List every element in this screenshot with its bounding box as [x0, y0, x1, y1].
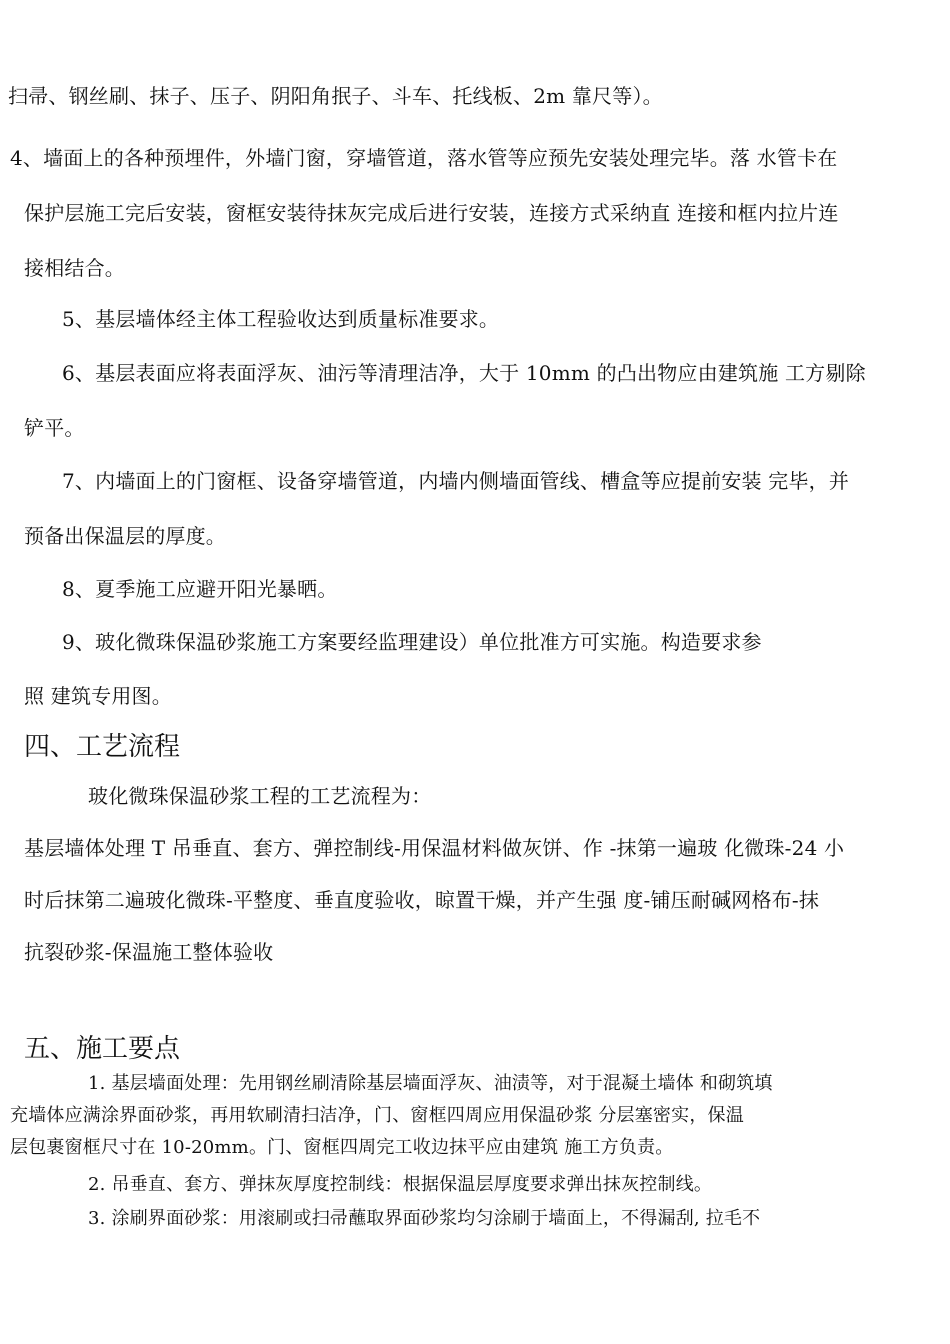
text-line-item-9b: 照 建筑专用图。 — [24, 684, 172, 708]
section-heading-process: 四、工艺流程 — [24, 732, 181, 762]
text-line-item-5: 5、基层墙体经主体工程验收达到质量标准要求。 — [62, 307, 500, 331]
text-line-item-9a: 9、玻化微珠保温砂浆施工方案要经监理建设）单位批准方可实施。构造要求参 — [62, 630, 762, 654]
text-line-item-4b: 保护层施工完后安装，窗框安装待抹灰完成后进行安装，连接方式采纳直 连接和框内拉片连 — [24, 201, 839, 225]
section-process-line-2: 时后抹第二遍玻化微珠-平整度、垂直度验收，晾置干燥，并产生强 度-铺压耐碱网格布-抹 — [24, 888, 820, 912]
section-process-line-3: 抗裂砂浆-保温施工整体验收 — [24, 940, 274, 964]
key-point-line-1: 1. 基层墙面处理：先用钢丝刷清除基层墙面浮灰、油渍等，对于混凝土墙体 和砌筑填 — [88, 1073, 773, 1094]
text-line-item-7b: 预备出保温层的厚度。 — [24, 524, 226, 548]
section-process-line-1: 基层墙体处理 T 吊垂直、套方、弹控制线-用保温材料做灰饼、作 -抹第一遍玻 化微珠-24 小 — [24, 836, 845, 860]
key-point-line-3: 层包裹窗框尺寸在 10-20mm。门、窗框四周完工收边抹平应由建筑 施工方负责。 — [10, 1137, 674, 1158]
text-line-tools: 扫帚、钢丝刷、抹子、压子、阴阳角抿子、斗车、托线板、2m 靠尺等）。 — [8, 84, 663, 108]
section-process-intro: 玻化微珠保温砂浆工程的工艺流程为： — [88, 784, 432, 808]
text-line-item-6a: 6、基层表面应将表面浮灰、油污等清理洁净，大于 10mm 的凸出物应由建筑施 工方剔除 — [62, 361, 866, 385]
text-line-item-7a: 7、内墙面上的门窗框、设备穿墙管道，内墙内侧墙面管线、槽盒等应提前安装 完毕，并 — [62, 469, 850, 493]
key-point-line-5: 3. 涂刷界面砂浆：用滚刷或扫帚蘸取界面砂浆均匀涂刷于墙面上，不得漏刮, 拉毛不 — [88, 1208, 761, 1229]
section-heading-key-points: 五、施工要点 — [24, 1034, 181, 1064]
text-line-item-4c: 接相结合。 — [24, 256, 125, 280]
text-line-item-6b: 铲平。 — [24, 416, 85, 440]
key-point-line-4: 2. 吊垂直、套方、弹抹灰厚度控制线：根据保温层厚度要求弹出抹灰控制线。 — [88, 1174, 713, 1195]
text-line-item-4a: 4、墙面上的各种预埋件，外墙门窗，穿墙管道，落水管等应预先安装处理完毕。落 水管卡在 — [10, 146, 838, 170]
key-point-line-2: 充墙体应满涂界面砂浆，再用软刷清扫洁净，门、窗框四周应用保温砂浆 分层塞密实，保温 — [10, 1105, 744, 1126]
text-line-item-8: 8、夏季施工应避开阳光暴晒。 — [62, 577, 338, 601]
